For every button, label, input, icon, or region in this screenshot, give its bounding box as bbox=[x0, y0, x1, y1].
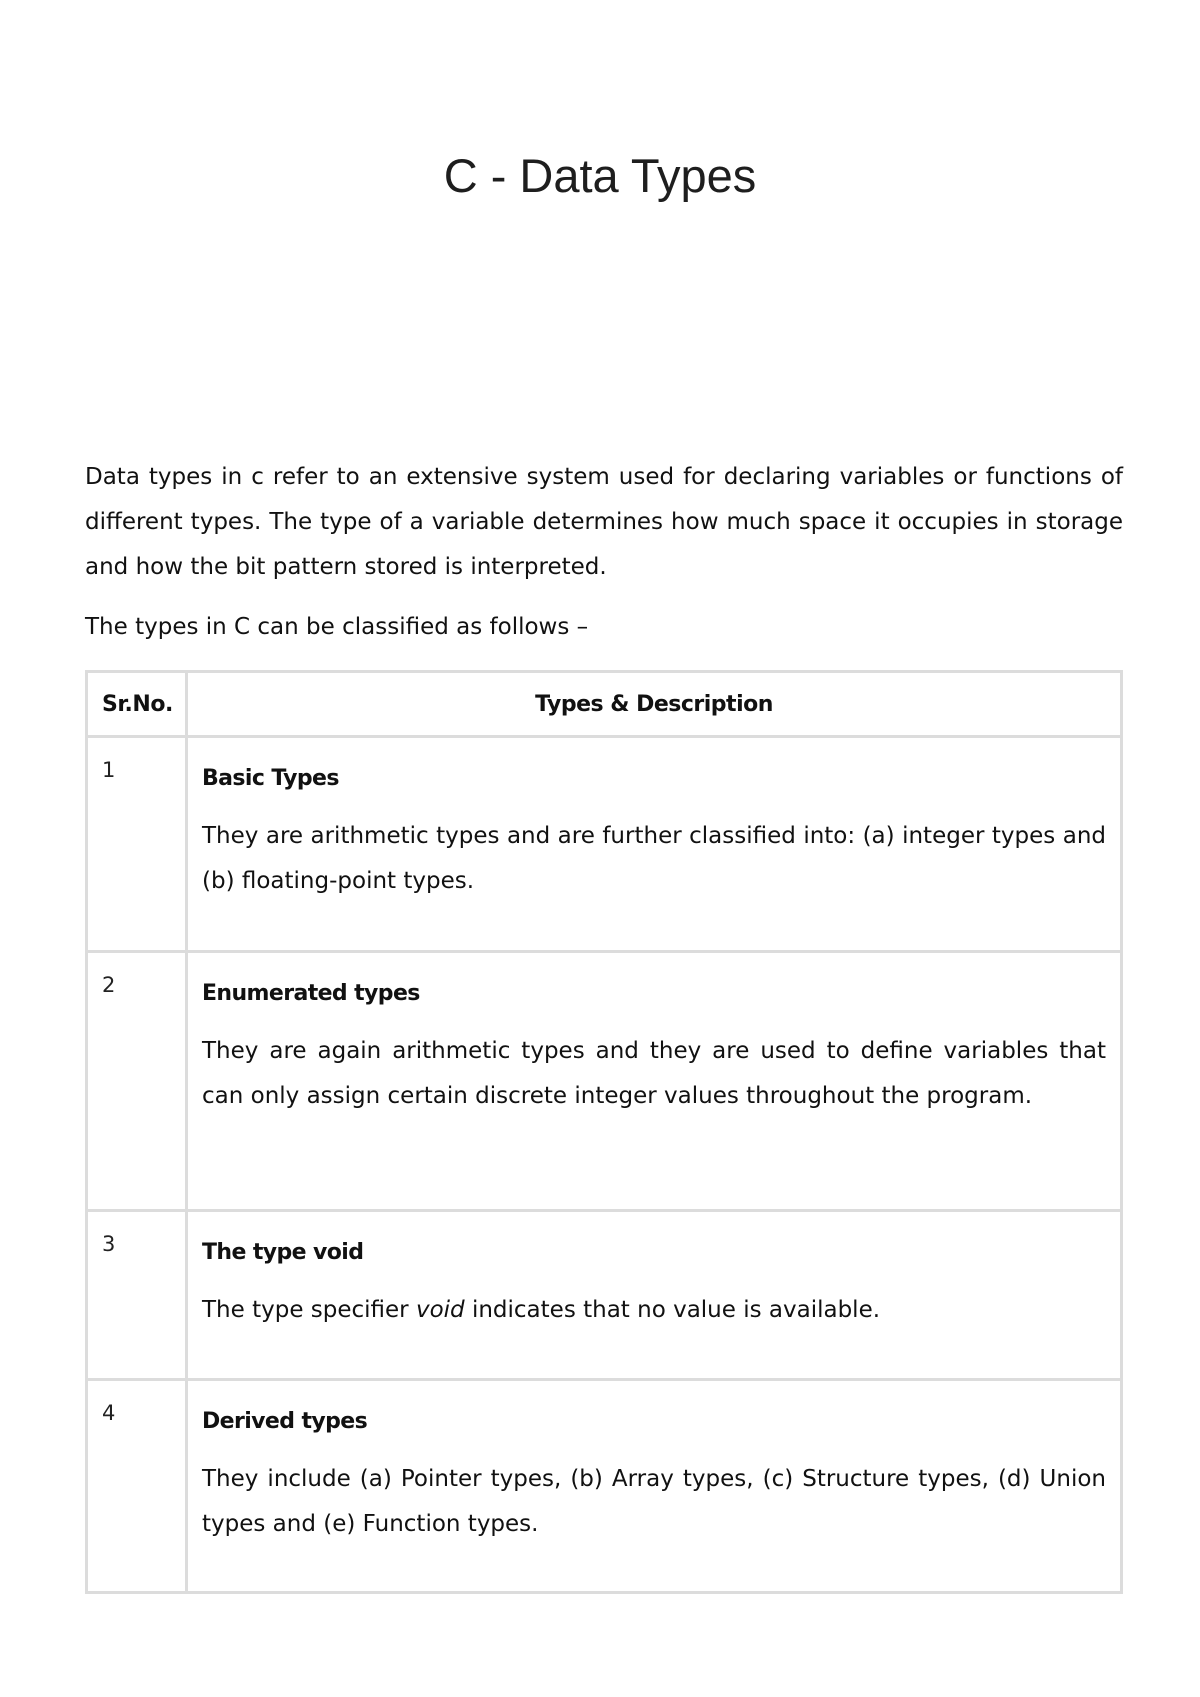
intro-paragraph: Data types in c refer to an extensive system used for declaring variables or functions of different types. The type of a variable determines how much space it occupies in storage and how the bit pattern stored is interpreted. bbox=[85, 464, 1123, 580]
intro-section bbox=[85, 455, 1123, 650]
type-description: They are again arithmetic types and they are used to define variables that can only assign certain discrete integer values throughout the program. bbox=[202, 1038, 1106, 1109]
void-desc-after: indicates that no value is available. bbox=[464, 1297, 881, 1323]
data-types-table bbox=[85, 670, 1123, 1594]
row-number: 1 bbox=[87, 737, 187, 952]
type-name: The type void bbox=[202, 1240, 364, 1265]
header-sr-no: Sr.No. bbox=[87, 672, 187, 737]
table-row bbox=[87, 952, 1122, 1211]
row-description-cell bbox=[187, 1211, 1122, 1380]
type-description: They are arithmetic types and are further classified into: (a) integer types and (b) floating-point types. bbox=[202, 823, 1106, 894]
row-number: 3 bbox=[87, 1211, 187, 1380]
classification-line: The types in C can be classified as follows – bbox=[85, 614, 589, 640]
table-row bbox=[87, 737, 1122, 952]
table-row bbox=[87, 1211, 1122, 1380]
table-row bbox=[87, 1380, 1122, 1593]
type-name: Enumerated types bbox=[202, 981, 420, 1006]
header-types-description: Types & Description bbox=[187, 672, 1122, 737]
type-name: Derived types bbox=[202, 1409, 368, 1434]
row-description-cell bbox=[187, 952, 1122, 1211]
page-title: C - Data Types bbox=[443, 149, 757, 202]
type-description: They include (a) Pointer types, (b) Array types, (c) Structure types, (d) Union types and (e) Function types. bbox=[202, 1466, 1106, 1537]
void-keyword: void bbox=[415, 1297, 465, 1323]
row-description-cell bbox=[187, 737, 1122, 952]
type-name: Basic Types bbox=[202, 766, 339, 791]
type-description bbox=[202, 1288, 1106, 1333]
table-header-row bbox=[87, 672, 1122, 737]
void-desc-before: The type specifier bbox=[202, 1297, 416, 1323]
row-number: 4 bbox=[87, 1380, 187, 1593]
row-number: 2 bbox=[87, 952, 187, 1211]
row-description-cell bbox=[187, 1380, 1122, 1593]
